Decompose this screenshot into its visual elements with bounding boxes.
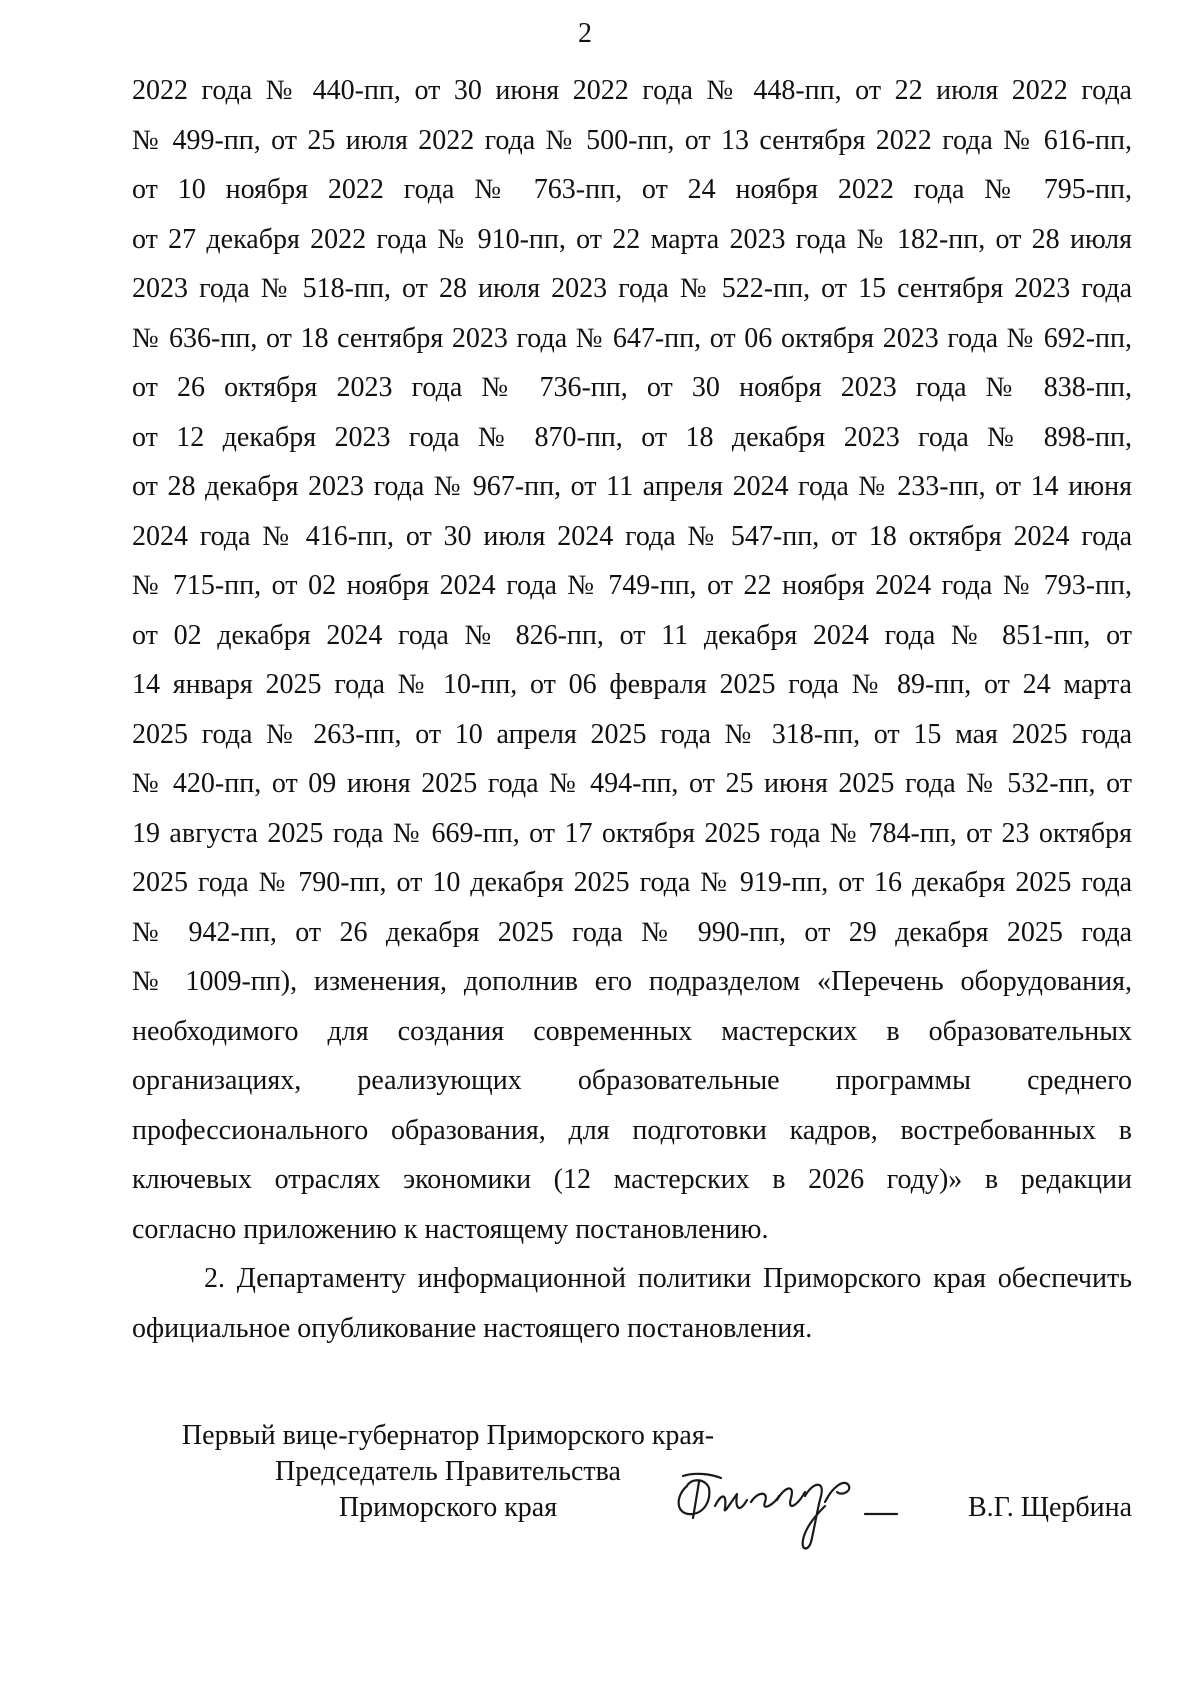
signature-block [0,1418,1200,1578]
text-line: ключевых отраслях экономики (12 мастерских в 2026 году)» в редакции [132,1164,1132,1195]
text-line: № 942-пп, от 26 декабря 2025 года № 990-пп, от 29 декабря 2025 года [132,916,1132,948]
text-line: 2. Департаменту информационной политики Приморского края обеспечить [204,1263,1132,1294]
text-line: 19 августа 2025 года № 669-пп, от 17 октября 2025 года № 784-пп, от 23 октября [132,817,1132,849]
text-line: 14 января 2025 года № 10-пп, от 06 февраля 2025 года № 89-пп, от 24 марта [132,669,1132,700]
text-line: № 636-пп, от 18 сентября 2023 года № 647-пп, от 06 октября 2023 года № 692-пп, [132,322,1132,354]
signatory-title-line: Приморского края [338,1492,558,1523]
text-line: 2023 года № 518-пп, от 28 июля 2023 года № 522-пп, от 15 сентября 2023 года [132,273,1132,304]
signatory-name: В.Г. Щербина [968,1492,1133,1523]
text-line: № 499-пп, от 25 июля 2022 года № 500-пп, от 13 сентября 2022 года № 616-пп, [132,124,1132,156]
text-line: необходимого для создания современных мастерских в образовательных [132,1015,1132,1047]
text-line: официальное опубликование настоящего постановления. [132,1312,813,1344]
text-line: от 02 декабря 2024 года № 826-пп, от 11 декабря 2024 года № 851-пп, от [132,619,1132,651]
page-number: 2 [578,18,592,49]
body-text [132,66,1132,1353]
text-line: от 10 ноября 2022 года № 763-пп, от 24 ноября 2022 года № 795-пп, [132,174,1132,205]
signatory-title-line: Первый вице-губернатор Приморского края- [181,1420,715,1451]
text-line: № 420-пп, от 09 июня 2025 года № 494-пп, от 25 июня 2025 года № 532-пп, от [132,768,1132,799]
text-line: организациях, реализующих образовательные программы среднего [132,1065,1132,1096]
text-line: от 27 декабря 2022 года № 910-пп, от 22 марта 2023 года № 182-пп, от 28 июля [132,223,1132,255]
text-line: 2024 года № 416-пп, от 30 июля 2024 года № 547-пп, от 18 октября 2024 года [132,520,1132,552]
text-line: 2022 года № 440-пп, от 30 июня 2022 года № 448-пп, от 22 июля 2022 года [132,75,1132,106]
text-line: от 28 декабря 2023 года № 967-пп, от 11 апреля 2024 года № 233-пп, от 14 июня [132,471,1132,502]
text-line: от 12 декабря 2023 года № 870-пп, от 18 декабря 2023 года № 898-пп, [132,421,1132,453]
text-line: от 26 октября 2023 года № 736-пп, от 30 ноября 2023 года № 838-пп, [132,372,1132,403]
text-line: № 715-пп, от 02 ноября 2024 года № 749-пп, от 22 ноября 2024 года № 793-пп, [132,570,1132,601]
text-line: № 1009-пп), изменения, дополнив его подразделом «Перечень оборудования, [132,966,1132,997]
text-line: 2025 года № 790-пп, от 10 декабря 2025 года № 919-пп, от 16 декабря 2025 года [132,867,1132,898]
handwritten-signature [665,1456,915,1556]
signatory-title-line: Председатель Правительства [275,1456,621,1487]
text-line: профессионального образования, для подготовки кадров, востребованных в [132,1114,1132,1146]
text-line: согласно приложению к настоящему постановлению. [132,1213,769,1245]
text-line: 2025 года № 263-пп, от 10 апреля 2025 года № 318-пп, от 15 мая 2025 года [132,718,1132,750]
